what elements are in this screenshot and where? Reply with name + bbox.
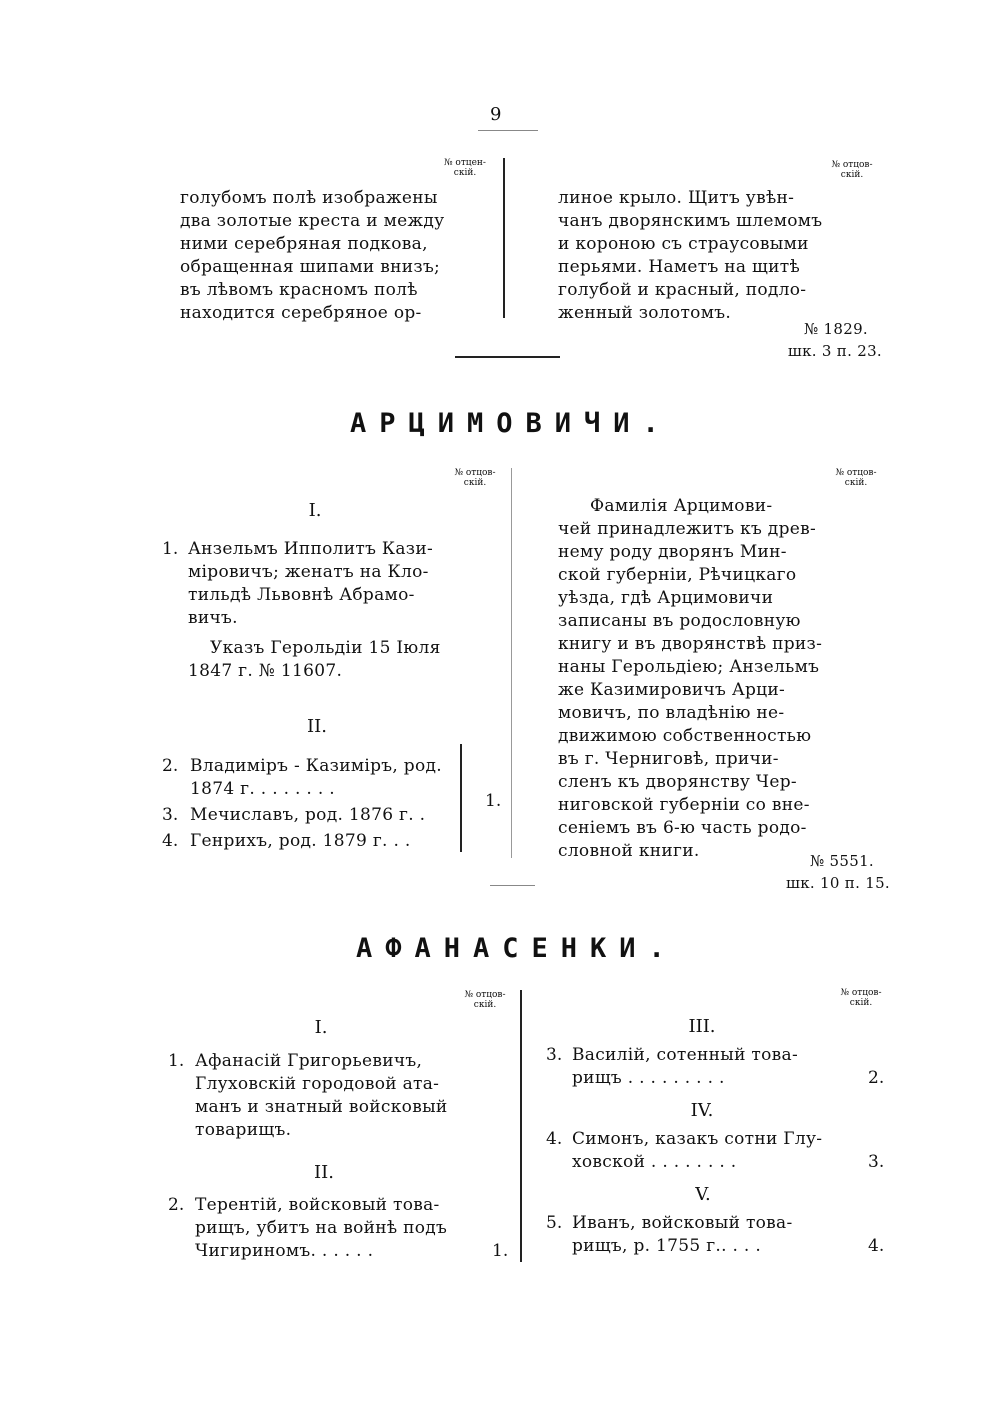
text-line: уѣзда, гдѣ Арцимовичи xyxy=(558,588,774,608)
entry-number: 3. xyxy=(162,805,179,825)
intro-ref-no: № 1829. xyxy=(803,320,868,338)
column-divider xyxy=(520,990,522,1262)
generation-numeral: V. xyxy=(695,1184,711,1205)
section-separator xyxy=(455,356,560,358)
generation-numeral: IV. xyxy=(690,1100,714,1121)
text-line: сеніемъ въ 6-ю часть родо- xyxy=(558,818,807,838)
text-line: нему роду дворянъ Мин- xyxy=(558,542,787,562)
entry-number: 2. xyxy=(168,1195,185,1215)
person-entry-text xyxy=(195,1194,447,1263)
column-header-right: № отцов- скій. xyxy=(840,988,882,1008)
text-line: движимою собственностью xyxy=(558,726,812,746)
text-line: Василій, сотенный това- xyxy=(572,1045,798,1065)
person-entry-text xyxy=(572,1128,822,1174)
text-line: женный золотомъ. xyxy=(558,303,732,323)
text-line: голубой и красный, подло- xyxy=(558,280,807,300)
section-separator xyxy=(490,885,535,886)
text-line: ской губерніи, Рѣчицкаго xyxy=(558,565,797,585)
text-line: Владиміръ - Казиміръ, род. xyxy=(190,756,442,776)
text-line: же Казимировичъ Арци- xyxy=(558,680,786,700)
text-line: ними серебряная подкова, xyxy=(180,234,428,254)
entry-number: 3. xyxy=(546,1045,563,1065)
text-line: рищъ, убитъ на войнѣ подъ xyxy=(195,1218,448,1238)
column-header-left: № отцен- скій. xyxy=(444,158,486,178)
text-line: обращенная шипами внизъ; xyxy=(180,257,441,277)
text-line: рищъ . . . . . . . . . xyxy=(572,1068,725,1088)
text-line: манъ и знатный войсковый xyxy=(195,1097,448,1117)
generation-numeral: I. xyxy=(308,500,322,521)
text-line: Анзельмъ Ипполитъ Кази- xyxy=(188,539,434,559)
text-line: Симонъ, казакъ сотни Глу- xyxy=(572,1129,823,1149)
person-entry-text: Генрихъ, род. 1879 г. . . xyxy=(190,831,411,851)
person-entry-text xyxy=(572,1044,798,1090)
person-entry-text: Мечиславъ, род. 1876 г. . xyxy=(190,805,426,825)
generation-numeral: I. xyxy=(314,1017,328,1038)
person-entry-text xyxy=(188,538,433,630)
text-line: міровичъ; женатъ на Кло- xyxy=(188,562,429,582)
text-line: Указъ Герольдіи 15 Іюля xyxy=(210,638,441,658)
text-line: голубомъ полѣ изображены xyxy=(180,188,438,208)
father-number: 2. xyxy=(868,1068,885,1088)
text-line: Афанасій Григорьевичъ, xyxy=(195,1051,423,1071)
family-history-text xyxy=(558,495,822,863)
text-line: вичъ. xyxy=(188,608,238,628)
father-number: 1. xyxy=(492,1241,509,1261)
text-line: рищъ, р. 1755 г.. . . . xyxy=(572,1236,762,1256)
section-ref-no: № 5551. xyxy=(809,852,874,870)
intro-right-text xyxy=(558,187,822,325)
person-entry-text xyxy=(190,755,442,801)
father-number: 1. xyxy=(485,791,502,811)
generation-numeral: III. xyxy=(688,1016,716,1037)
entry-number: 5. xyxy=(546,1213,563,1233)
text-line: тильдѣ Львовнѣ Абрамо- xyxy=(188,585,415,605)
column-header-left: № отцов- скій. xyxy=(454,468,496,488)
column-header-right: № отцов- скій. xyxy=(831,160,873,180)
father-number: 3. xyxy=(868,1152,885,1172)
page-number: 9 xyxy=(490,104,502,125)
intro-left-text xyxy=(180,187,444,325)
section-title: АФАНАСЕНКИ. xyxy=(356,933,678,964)
column-divider xyxy=(503,158,505,318)
text-line: ховской . . . . . . . . xyxy=(572,1152,737,1172)
text-line: находится серебряное ор- xyxy=(180,303,422,323)
text-line: книгу и въ дворянствѣ приз- xyxy=(558,634,823,654)
text-line: словной книги. xyxy=(558,841,700,861)
text-line: въ лѣвомъ красномъ полѣ xyxy=(180,280,418,300)
person-entry-text xyxy=(195,1050,448,1142)
entry-number: 1. xyxy=(162,539,179,559)
text-line: записаны въ родословную xyxy=(558,611,801,631)
text-line: линое крыло. Щитъ увѣн- xyxy=(558,188,795,208)
text-line: Глуховскій городовой ата- xyxy=(195,1074,440,1094)
text-line: сленъ къ дворянству Чер- xyxy=(558,772,797,792)
text-line: перьями. Наметъ на щитѣ xyxy=(558,257,801,277)
person-entry-text xyxy=(572,1212,793,1258)
text-line: 1874 г. . . . . . . . xyxy=(190,779,335,799)
sibling-bracket xyxy=(460,744,462,852)
text-line: Фамилія Арцимови- xyxy=(590,496,773,516)
text-line: товарищъ. xyxy=(195,1120,292,1140)
page-number-rule xyxy=(478,130,538,131)
intro-ref-loc: шк. 3 п. 23. xyxy=(787,342,882,360)
entry-number: 1. xyxy=(168,1051,185,1071)
text-line: два золотые креста и между xyxy=(180,211,445,231)
person-entry xyxy=(162,538,178,561)
text-line: Чигириномъ. . . . . . xyxy=(195,1241,374,1261)
text-line: и короною съ страусовыми xyxy=(558,234,809,254)
text-line: наны Герольдіею; Анзельмъ xyxy=(558,657,820,677)
decree-reference xyxy=(188,637,441,683)
column-header-right: № отцов- скій. xyxy=(835,468,877,488)
entry-number: 4. xyxy=(162,831,179,851)
text-line: ниговской губерніи со вне- xyxy=(558,795,810,815)
section-title: АРЦИМОВИЧИ. xyxy=(350,408,672,439)
text-line: мовичъ, по владѣнію не- xyxy=(558,703,785,723)
section-ref-loc: шк. 10 п. 15. xyxy=(786,874,890,892)
father-number: 4. xyxy=(868,1236,885,1256)
column-divider xyxy=(511,468,512,858)
text-line: Терентій, войсковый това- xyxy=(195,1195,440,1215)
text-line: 1847 г. № 11607. xyxy=(188,661,343,681)
generation-numeral: II. xyxy=(307,716,327,737)
entry-number: 4. xyxy=(546,1129,563,1149)
generation-numeral: II. xyxy=(314,1162,334,1183)
text-line: въ г. Черниговѣ, причи- xyxy=(558,749,779,769)
column-header-left: № отцов- скій. xyxy=(464,990,506,1010)
text-line: чанъ дворянскимъ шлемомъ xyxy=(558,211,823,231)
text-line: Иванъ, войсковый това- xyxy=(572,1213,793,1233)
text-line: чей принадлежитъ къ древ- xyxy=(558,519,817,539)
entry-number: 2. xyxy=(162,756,179,776)
